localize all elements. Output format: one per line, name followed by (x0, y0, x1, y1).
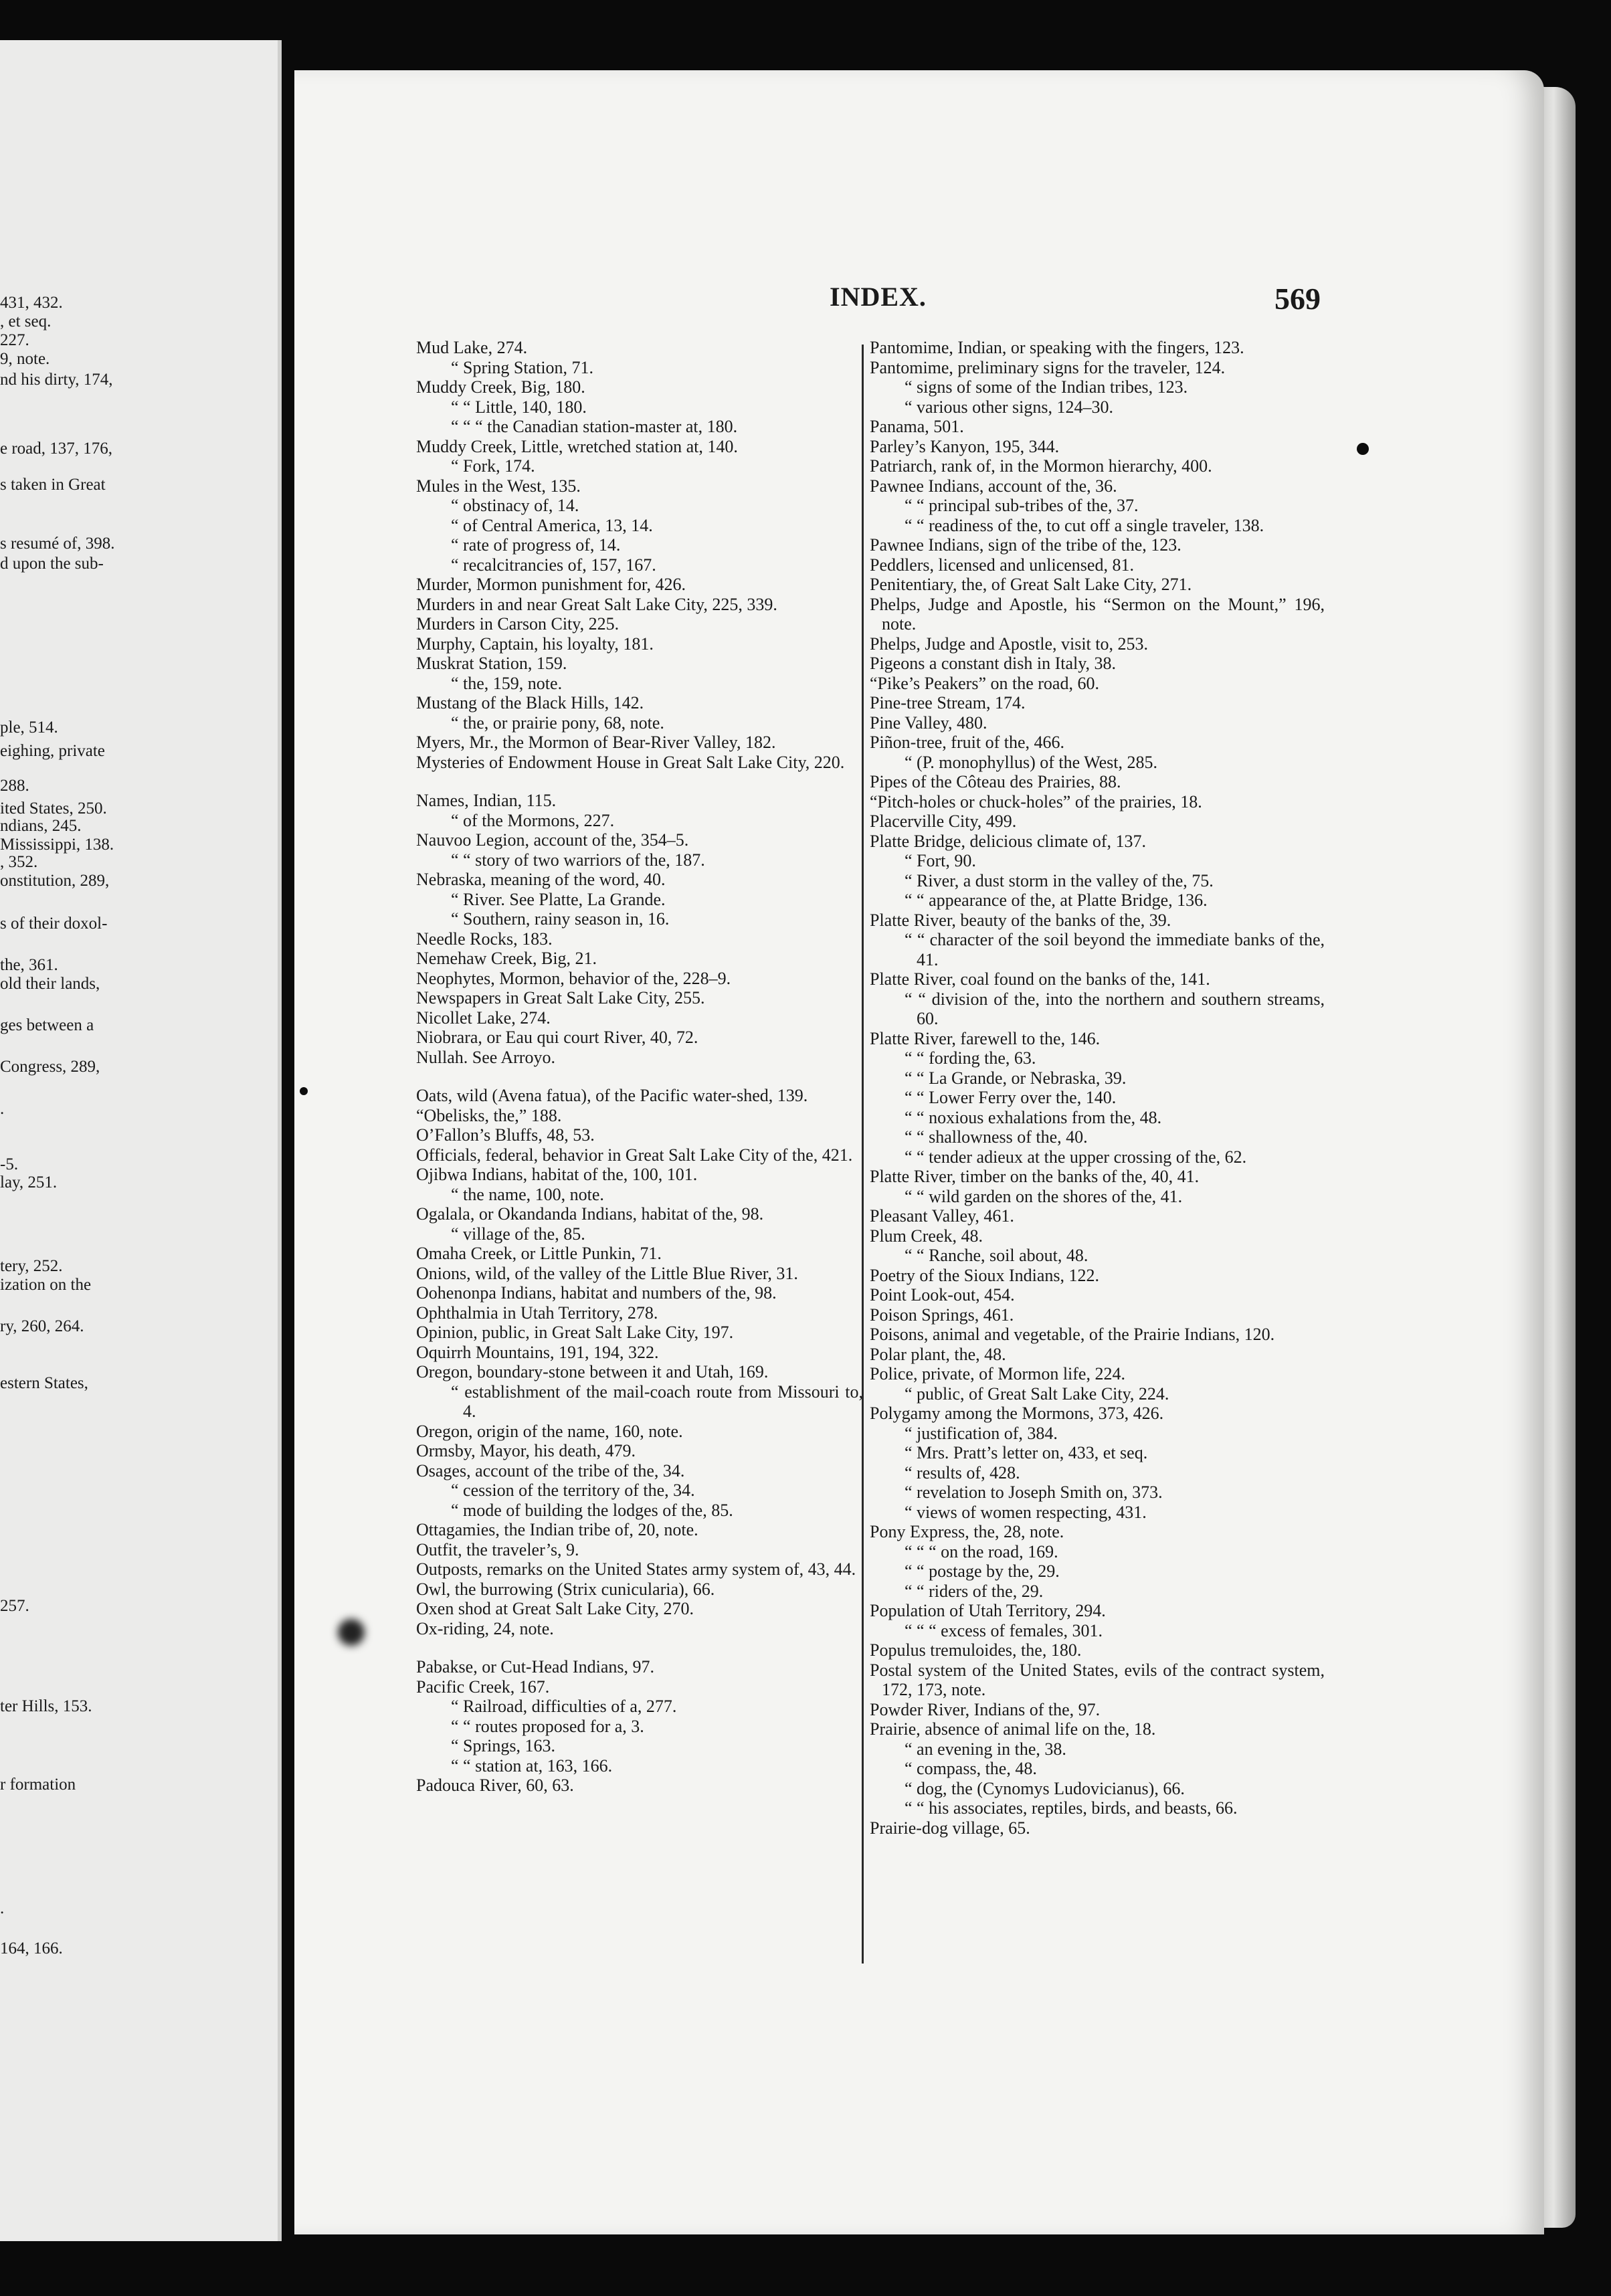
index-subentry: “ “ his associates, reptiles, birds, and beasts, 66. (905, 1798, 1238, 1818)
index-subentry: “ cession of the territory of the, 34. (451, 1480, 695, 1500)
index-entry: Pabakse, or Cut-Head Indians, 97. (416, 1657, 654, 1677)
index-subentry: “ of the Mormons, 227. (451, 810, 615, 830)
index-entry: Osages, account of the tribe of the, 34. (416, 1460, 685, 1480)
index-subentry: “ Spring Station, 71. (451, 357, 594, 377)
index-subentry: “ “ “ on the road, 169. (905, 1541, 1058, 1561)
left-page-fragment: 288. (0, 777, 29, 795)
index-subentry: “ “ principal sub-tribes of the, 37. (905, 496, 1139, 515)
index-entry: Pawnee Indians, account of the, 36. (870, 476, 1117, 496)
index-subentry: “ the, 159, note. (451, 673, 563, 693)
index-entry: “Obelisks, the,” 188. (416, 1105, 562, 1125)
index-subentry: “ the, or prairie pony, 68, note. (451, 712, 664, 733)
index-entry: Peddlers, licensed and unlicensed, 81. (870, 555, 1134, 575)
index-subentry: “ the name, 100, note. (451, 1184, 604, 1204)
index-column-right (870, 338, 1325, 1838)
left-page-fragment: Mississippi, 138. (0, 836, 114, 854)
ink-spot (1357, 443, 1369, 455)
index-entry: Neophytes, Mormon, behavior of the, 228–9. (416, 968, 731, 988)
index-subentry: “ Fort, 90. (905, 851, 976, 870)
index-entry: Mud Lake, 274. (416, 338, 528, 357)
index-subentry: “ “ character of the soil beyond the immediate banks of the, 41. (905, 930, 1325, 969)
index-entry: Pony Express, the, 28, note. (870, 1522, 1064, 1541)
index-entry: Padouca River, 60, 63. (416, 1776, 574, 1795)
index-entry: Oohenonpa Indians, habitat and numbers of the, 98. (416, 1283, 777, 1303)
index-entry: Plum Creek, 48. (870, 1226, 983, 1246)
index-entry: Needle Rocks, 183. (416, 929, 553, 949)
index-entry: Myers, Mr., the Mormon of Bear-River Valley, 182. (416, 733, 776, 752)
index-entry: Panama, 501. (870, 417, 964, 436)
left-page-fragment: tery, 252. (0, 1257, 63, 1275)
index-entry: Ogalala, or Okandanda Indians, habitat of the, 98. (416, 1204, 764, 1224)
index-entry: Ox-riding, 24, note. (416, 1618, 554, 1638)
index-subentry: “ “ Lower Ferry over the, 140. (905, 1088, 1117, 1107)
index-entry: Muddy Creek, Little, wretched station at, 140. (416, 436, 738, 456)
index-subentry: “ River, a dust storm in the valley of the, 75. (905, 870, 1214, 890)
left-page-fragment: eighing, private (0, 742, 105, 760)
index-entry: Murders in and near Great Salt Lake City, 225, 339. (416, 594, 777, 614)
index-entry: O’Fallon’s Bluffs, 48, 53. (416, 1125, 595, 1145)
index-entry: Placerville City, 499. (870, 811, 1017, 831)
index-subentry: “ establishment of the mail-coach route from Missouri to, 4. (451, 1381, 863, 1421)
left-page-fragment: estern States, (0, 1374, 88, 1392)
left-page-fragment: r formation (0, 1776, 76, 1794)
index-entry: Niobrara, or Eau qui court River, 40, 72. (416, 1028, 698, 1047)
left-page-fragment: ndians, 245. (0, 817, 82, 835)
index-entry: Phelps, Judge and Apostle, visit to, 253. (870, 634, 1148, 654)
index-entry: Newspapers in Great Salt Lake City, 255. (416, 988, 705, 1008)
left-page-fragment: ization on the (0, 1276, 92, 1294)
index-subentry: “ dog, the (Cynomys Ludovicianus), 66. (905, 1778, 1185, 1798)
left-page-fragment: . (0, 1899, 5, 1917)
index-subentry: “ (P. monophyllus) of the West, 285. (905, 752, 1158, 772)
index-entry: Mules in the West, 135. (416, 476, 581, 496)
left-page-fragment: ry, 260, 264. (0, 1317, 84, 1335)
index-subentry: “ “ appearance of the, at Platte Bridge, 136. (905, 890, 1208, 910)
index-subentry: “ Southern, rainy season in, 16. (451, 909, 670, 929)
index-subentry: “ “ tender adieux at the upper crossing of the, 62. (905, 1147, 1247, 1167)
index-entry: Oregon, boundary-stone between it and Utah, 169. (416, 1362, 769, 1381)
left-page-fragment: ter Hills, 153. (0, 1697, 92, 1715)
index-subentry: “ signs of some of the Indian tribes, 123. (905, 377, 1188, 397)
index-subentry: “ “ La Grande, or Nebraska, 39. (905, 1068, 1127, 1088)
index-subentry: “ justification of, 384. (905, 1423, 1058, 1443)
index-entry: Police, private, of Mormon life, 224. (870, 1364, 1125, 1383)
index-entry: Opinion, public, in Great Salt Lake City, 197. (416, 1323, 734, 1342)
index-entry: Oats, wild (Avena fatua), of the Pacific water-shed, 139. (416, 1086, 808, 1105)
index-subentry: “ public, of Great Salt Lake City, 224. (905, 1383, 1169, 1404)
index-entry: Nemehaw Creek, Big, 21. (416, 949, 597, 968)
index-entry: Nullah. See Arroyo. (416, 1047, 555, 1067)
left-page-fragment: the, 361. (0, 956, 58, 974)
index-entry: Ojibwa Indians, habitat of the, 100, 101. (416, 1165, 698, 1184)
left-page-fragment: Congress, 289, (0, 1058, 100, 1076)
index-subentry: “ “ postage by the, 29. (905, 1561, 1060, 1581)
index-entry: Nauvoo Legion, account of the, 354–5. (416, 830, 689, 850)
index-subentry: “ various other signs, 124–30. (905, 397, 1113, 417)
index-entry: Pantomime, preliminary signs for the traveler, 124. (870, 357, 1226, 377)
left-page-fragment: lay, 251. (0, 1173, 58, 1191)
left-page-fragment: old their lands, (0, 975, 100, 993)
index-subentry: “ “ wild garden on the shores of the, 41. (905, 1186, 1183, 1206)
left-page-fragment: s of their doxol- (0, 915, 108, 933)
index-entry: Nicollet Lake, 274. (416, 1008, 551, 1028)
index-subentry: “ “ “ the Canadian station-master at, 180. (451, 417, 738, 436)
left-page-fragment: d upon the sub- (0, 555, 104, 573)
index-entry: Platte River, farewell to the, 146. (870, 1028, 1101, 1048)
index-entry: Ophthalmia in Utah Territory, 278. (416, 1303, 658, 1323)
index-entry: Patriarch, rank of, in the Mormon hierarchy, 400. (870, 456, 1212, 476)
index-subentry: “ “ readiness of the, to cut off a single traveler, 138. (905, 515, 1264, 535)
index-entry: Platte Bridge, delicious climate of, 137. (870, 831, 1147, 851)
index-entry: Murders in Carson City, 225. (416, 614, 620, 634)
index-entry: Polygamy among the Mormons, 373, 426. (870, 1404, 1164, 1423)
index-subentry: “ recalcitrancies of, 157, 167. (451, 555, 656, 575)
index-subentry: “ “ Ranche, soil about, 48. (905, 1246, 1088, 1265)
index-entry: Pine-tree Stream, 174. (870, 693, 1026, 712)
index-entry: Postal system of the United States, evils of the contract system, 172, 173, note. (870, 1660, 1325, 1699)
index-entry: Outposts, remarks on the United States army system of, 43, 44. (416, 1559, 856, 1579)
index-subentry: “ rate of progress of, 14. (451, 535, 621, 555)
left-page-fragment: 257. (0, 1597, 29, 1615)
index-subentry: “ “ riders of the, 29. (905, 1581, 1044, 1601)
left-page-fragment: , 352. (0, 853, 38, 871)
index-entry: Oxen shod at Great Salt Lake City, 270. (416, 1599, 694, 1618)
index-entry: Populus tremuloides, the, 180. (870, 1640, 1082, 1660)
left-page-fragment: e road, 137, 176, (0, 440, 113, 458)
index-subentry: “ “ noxious exhalations from the, 48. (905, 1107, 1162, 1127)
index-section-gap (416, 1638, 863, 1657)
index-entry: Outfit, the traveler’s, 9. (416, 1539, 579, 1559)
index-subentry: “ mode of building the lodges of the, 85. (451, 1500, 733, 1520)
index-entry: Piñon-tree, fruit of the, 466. (870, 733, 1064, 752)
index-subentry: “ River. See Platte, La Grande. (451, 889, 666, 909)
index-entry: Oregon, origin of the name, 160, note. (416, 1421, 683, 1441)
left-page-fragment: ited States, 250. (0, 799, 107, 818)
index-subentry: “ Railroad, difficulties of a, 277. (451, 1697, 677, 1716)
left-page-fragment: , et seq. (0, 312, 52, 330)
index-entry: Onions, wild, of the valley of the Little Blue River, 31. (416, 1263, 798, 1283)
left-page-fragment: s taken in Great (0, 476, 106, 494)
index-subentry: “ “ “ excess of females, 301. (905, 1620, 1103, 1640)
index-entry: Owl, the burrowing (Strix cunicularia), 66. (416, 1579, 715, 1599)
index-subentry: “ of Central America, 13, 14. (451, 515, 653, 535)
index-entry: Population of Utah Territory, 294. (870, 1601, 1106, 1620)
index-subentry: “ “ fording the, 63. (905, 1048, 1036, 1068)
index-column-left (416, 338, 863, 1796)
page-number: 569 (1274, 282, 1321, 316)
index-subentry: “ “ Little, 140, 180. (451, 397, 587, 417)
index-entry: Parley’s Kanyon, 195, 344. (870, 436, 1060, 456)
index-subentry: “ “ routes proposed for a, 3. (451, 1716, 644, 1736)
index-entry: Pine Valley, 480. (870, 712, 987, 733)
index-subentry: “ an evening in the, 38. (905, 1739, 1066, 1759)
left-page-fragment: ges between a (0, 1016, 94, 1034)
page-edge (1539, 87, 1576, 2228)
index-entry: Pantomime, Indian, or speaking with the fingers, 123. (870, 338, 1244, 357)
index-entry: Penitentiary, the, of Great Salt Lake City, 271. (870, 575, 1192, 594)
index-entry: Omaha Creek, or Little Punkin, 71. (416, 1244, 662, 1263)
index-entry: Mysteries of Endowment House in Great Salt Lake City, 220. (416, 752, 845, 772)
index-entry: Ottagamies, the Indian tribe of, 20, note. (416, 1520, 698, 1539)
left-page-fragment: ple, 514. (0, 719, 58, 737)
left-page-fragment: 9, note. (0, 350, 50, 368)
index-subentry: “ Fork, 174. (451, 456, 535, 476)
index-subentry: “ “ story of two warriors of the, 187. (451, 850, 705, 870)
index-subentry: “ “ station at, 163, 166. (451, 1755, 613, 1776)
index-subentry: “ results of, 428. (905, 1462, 1020, 1482)
left-page-fragment: s resumé of, 398. (0, 535, 115, 553)
index-entry: Platte River, coal found on the banks of the, 141. (870, 969, 1210, 989)
index-entry: Phelps, Judge and Apostle, his “Sermon on the Mount,” 196, note. (870, 594, 1325, 634)
index-entry: Powder River, Indians of the, 97. (870, 1699, 1101, 1719)
index-entry: Pipes of the Côteau des Prairies, 88. (870, 772, 1121, 791)
left-page (0, 40, 282, 2241)
left-page-fragment: 227. (0, 331, 29, 349)
index-section-gap (416, 772, 863, 791)
index-entry: Prairie, absence of animal life on the, 18. (870, 1719, 1156, 1739)
left-page-fragment: -5. (0, 1155, 19, 1173)
left-page-fragment: nd his dirty, 174, (0, 371, 113, 389)
index-subentry: “ Mrs. Pratt’s letter on, 433, et seq. (905, 1443, 1148, 1462)
index-subentry: “ “ division of the, into the northern and southern streams, 60. (905, 989, 1325, 1028)
ink-spot (300, 1087, 308, 1095)
index-subentry: “ village of the, 85. (451, 1224, 585, 1244)
index-subentry: “ Springs, 163. (451, 1736, 555, 1755)
index-entry: Platte River, timber on the banks of the, 40, 41. (870, 1167, 1200, 1186)
index-entry: Point Look-out, 454. (870, 1285, 1015, 1305)
index-entry: Murder, Mormon punishment for, 426. (416, 575, 686, 594)
index-entry: Officials, federal, behavior in Great Salt Lake City of the, 421. (416, 1145, 853, 1165)
page-header-title: INDEX. (830, 282, 927, 312)
index-entry: Murphy, Captain, his loyalty, 181. (416, 634, 654, 654)
index-entry: Poetry of the Sioux Indians, 122. (870, 1265, 1100, 1285)
index-entry: “Pitch-holes or chuck-holes” of the prairies, 18. (870, 791, 1202, 811)
index-subentry: “ compass, the, 48. (905, 1759, 1037, 1778)
index-subentry: “ views of women respecting, 431. (905, 1502, 1147, 1522)
index-entry: Platte River, beauty of the banks of the, 39. (870, 910, 1171, 930)
index-entry: Oquirrh Mountains, 191, 194, 322. (416, 1342, 659, 1362)
index-entry: Mustang of the Black Hills, 142. (416, 693, 644, 712)
index-entry: Muddy Creek, Big, 180. (416, 377, 585, 397)
ink-spot (338, 1619, 365, 1646)
index-entry: Nebraska, meaning of the word, 40. (416, 870, 666, 889)
index-entry: Pawnee Indians, sign of the tribe of the, 123. (870, 535, 1181, 555)
index-entry: Ormsby, Mayor, his death, 479. (416, 1441, 636, 1460)
index-entry: Names, Indian, 115. (416, 791, 557, 810)
index-section-gap (416, 1067, 863, 1086)
index-entry: Poison Springs, 461. (870, 1305, 1014, 1325)
index-subentry: “ obstinacy of, 14. (451, 496, 579, 515)
index-entry: Pleasant Valley, 461. (870, 1206, 1014, 1226)
index-entry: Polar plant, the, 48. (870, 1344, 1006, 1364)
index-subentry: “ revelation to Joseph Smith on, 373. (905, 1482, 1163, 1502)
left-page-fragment: 164, 166. (0, 1939, 63, 1957)
left-page-fragment: onstitution, 289, (0, 872, 110, 890)
left-page-fragment: . (0, 1100, 5, 1118)
index-entry: Pacific Creek, 167. (416, 1677, 550, 1697)
index-entry: “Pike’s Peakers” on the road, 60. (870, 673, 1099, 693)
index-entry: Pigeons a constant dish in Italy, 38. (870, 654, 1117, 673)
left-page-fragment: 431, 432. (0, 294, 63, 312)
index-entry: Poisons, animal and vegetable, of the Prairie Indians, 120. (870, 1325, 1275, 1344)
index-entry: Muskrat Station, 159. (416, 654, 567, 673)
index-entry: Prairie-dog village, 65. (870, 1818, 1030, 1838)
index-subentry: “ “ shallowness of the, 40. (905, 1127, 1088, 1147)
